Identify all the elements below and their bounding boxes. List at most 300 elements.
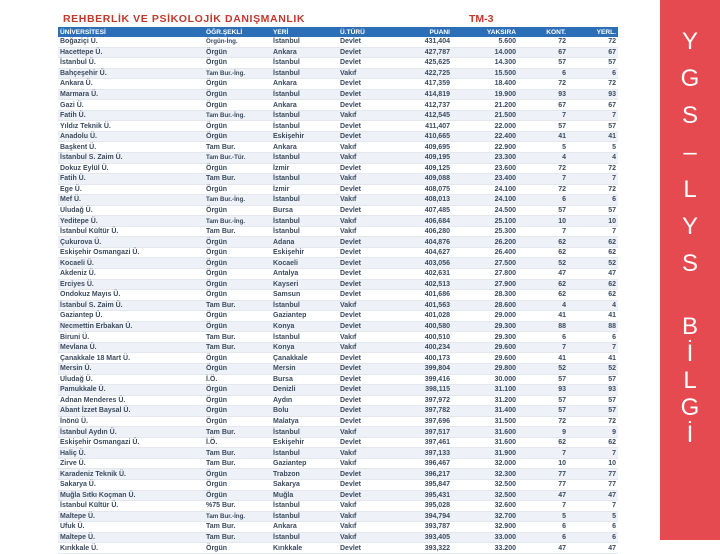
type-cell: Vakıf: [338, 342, 390, 353]
table-row: [58, 47, 618, 58]
quota-cell: 62: [518, 290, 568, 301]
quota-cell: 7: [518, 448, 568, 459]
table-row: [58, 216, 618, 227]
placed-cell: 72: [568, 79, 618, 90]
university-cell: Sakarya Ü.: [58, 479, 204, 490]
university-cell: Yıldız Teknik Ü.: [58, 121, 204, 132]
education-type-cell: Tam Bur.-İng.: [204, 195, 271, 206]
type-cell: Vakıf: [338, 68, 390, 79]
score-cell: 409,125: [390, 163, 452, 174]
placed-cell: 72: [568, 37, 618, 47]
quota-cell: 72: [518, 37, 568, 47]
education-type-cell: Tam Bur.: [204, 300, 271, 311]
table-row: [58, 363, 618, 374]
city-cell: İstanbul: [271, 448, 338, 459]
column-header: YERL.: [568, 27, 618, 37]
city-cell: İstanbul: [271, 501, 338, 512]
score-cell: 400,510: [390, 332, 452, 343]
type-cell: Devlet: [338, 258, 390, 269]
education-type-cell: Tam Bur.: [204, 174, 271, 185]
university-cell: Çanakkale 18 Mart Ü.: [58, 353, 204, 364]
score-cell: 396,467: [390, 458, 452, 469]
education-type-cell: Tam Bur.-İng.: [204, 110, 271, 121]
placed-cell: 67: [568, 100, 618, 111]
type-cell: Devlet: [338, 100, 390, 111]
placed-cell: 41: [568, 131, 618, 142]
table-row: [58, 237, 618, 248]
city-cell: Ankara: [271, 47, 338, 58]
quota-cell: 88: [518, 321, 568, 332]
table-row: [58, 332, 618, 343]
placed-cell: 52: [568, 363, 618, 374]
type-cell: Vakıf: [338, 448, 390, 459]
table-row: [58, 342, 618, 353]
table-row: [58, 37, 618, 47]
table-row: [58, 121, 618, 132]
placed-cell: 62: [568, 237, 618, 248]
rank-cell: 30.000: [452, 374, 518, 385]
city-cell: Ankara: [271, 79, 338, 90]
rank-cell: 25.100: [452, 216, 518, 227]
education-type-cell: Tam Bur.: [204, 458, 271, 469]
sidebar-letter: Y: [681, 28, 698, 55]
quota-cell: 72: [518, 184, 568, 195]
city-cell: Ankara: [271, 142, 338, 153]
quota-cell: 41: [518, 131, 568, 142]
score-cell: 417,359: [390, 79, 452, 90]
quota-cell: 57: [518, 395, 568, 406]
sidebar-letter: G: [680, 65, 700, 92]
placed-cell: 62: [568, 279, 618, 290]
rank-cell: 32.700: [452, 511, 518, 522]
education-type-cell: Örgün: [204, 237, 271, 248]
score-cell: 412,545: [390, 110, 452, 121]
rank-cell: 26.400: [452, 247, 518, 258]
quota-cell: 52: [518, 258, 568, 269]
rank-cell: 28.300: [452, 290, 518, 301]
city-cell: Aydın: [271, 395, 338, 406]
type-cell: Devlet: [338, 47, 390, 58]
quota-cell: 62: [518, 247, 568, 258]
score-cell: 408,075: [390, 184, 452, 195]
placed-cell: 93: [568, 385, 618, 396]
education-type-cell: İ.Ö.: [204, 374, 271, 385]
column-header: PUANI: [390, 27, 452, 37]
type-cell: Devlet: [338, 385, 390, 396]
placed-cell: 52: [568, 258, 618, 269]
score-cell: 427,787: [390, 47, 452, 58]
city-cell: İstanbul: [271, 174, 338, 185]
education-type-cell: Tam Bur.: [204, 427, 271, 438]
education-type-cell: Örgün: [204, 58, 271, 69]
quota-cell: 6: [518, 332, 568, 343]
rank-cell: 31.400: [452, 406, 518, 417]
quota-cell: 41: [518, 311, 568, 322]
rank-cell: 22.900: [452, 142, 518, 153]
city-cell: İstanbul: [271, 153, 338, 164]
table-row: [58, 68, 618, 79]
score-cell: 397,133: [390, 448, 452, 459]
type-cell: Devlet: [338, 121, 390, 132]
city-cell: İzmir: [271, 184, 338, 195]
university-cell: Haliç Ü.: [58, 448, 204, 459]
quota-cell: 5: [518, 511, 568, 522]
education-type-cell: Örgün: [204, 469, 271, 480]
university-cell: İstanbul Ü.: [58, 58, 204, 69]
type-cell: Devlet: [338, 311, 390, 322]
university-cell: Kocaeli Ü.: [58, 258, 204, 269]
placed-cell: 77: [568, 479, 618, 490]
type-cell: Devlet: [338, 205, 390, 216]
quota-cell: 5: [518, 142, 568, 153]
placed-cell: 57: [568, 406, 618, 417]
column-header: YAKSIRA: [452, 27, 518, 37]
score-cell: 401,028: [390, 311, 452, 322]
education-type-cell: Tam Bur.-İng.: [204, 216, 271, 227]
placed-cell: 9: [568, 427, 618, 438]
score-cell: 396,217: [390, 469, 452, 480]
sidebar-letter: S: [681, 250, 698, 277]
university-cell: Ankara Ü.: [58, 79, 204, 90]
university-cell: Yeditepe Ü.: [58, 216, 204, 227]
quota-cell: 47: [518, 269, 568, 280]
rank-cell: 29.300: [452, 332, 518, 343]
table-row: [58, 353, 618, 364]
placed-cell: 41: [568, 353, 618, 364]
university-cell: Pamukkale Ü.: [58, 385, 204, 396]
score-cell: 400,234: [390, 342, 452, 353]
university-cell: Biruni Ü.: [58, 332, 204, 343]
table-row: [58, 532, 618, 543]
education-type-cell: Örgün: [204, 416, 271, 427]
type-cell: Devlet: [338, 184, 390, 195]
rank-cell: 23.300: [452, 153, 518, 164]
placed-cell: 10: [568, 458, 618, 469]
placed-cell: 72: [568, 184, 618, 195]
type-cell: Devlet: [338, 490, 390, 501]
city-cell: Eskişehir: [271, 247, 338, 258]
education-type-cell: Tam Bur.: [204, 532, 271, 543]
sidebar-letter: Y: [681, 213, 698, 240]
type-cell: Vakıf: [338, 511, 390, 522]
city-cell: Kırıkkale: [271, 543, 338, 554]
education-type-cell: Örgün: [204, 290, 271, 301]
city-cell: İstanbul: [271, 511, 338, 522]
quota-cell: 6: [518, 195, 568, 206]
quota-cell: 62: [518, 279, 568, 290]
type-cell: Vakıf: [338, 332, 390, 343]
type-cell: Devlet: [338, 479, 390, 490]
city-cell: İstanbul: [271, 195, 338, 206]
table-row: [58, 511, 618, 522]
university-cell: İstanbul S. Zaim Ü.: [58, 300, 204, 311]
quota-cell: 9: [518, 427, 568, 438]
placed-cell: 10: [568, 216, 618, 227]
placed-cell: 57: [568, 58, 618, 69]
rank-cell: 32.900: [452, 522, 518, 533]
placed-cell: 7: [568, 501, 618, 512]
quota-cell: 57: [518, 121, 568, 132]
score-cell: 403,056: [390, 258, 452, 269]
type-cell: Devlet: [338, 374, 390, 385]
table-row: [58, 205, 618, 216]
score-cell: 406,684: [390, 216, 452, 227]
university-cell: İstanbul S. Zaim Ü.: [58, 153, 204, 164]
rank-cell: 5.600: [452, 37, 518, 47]
table-row: [58, 163, 618, 174]
university-cell: Zirve Ü.: [58, 458, 204, 469]
university-cell: Maltepe Ü.: [58, 511, 204, 522]
university-cell: Adnan Menderes Ü.: [58, 395, 204, 406]
rank-cell: 27.900: [452, 279, 518, 290]
university-cell: Eskişehir Osmangazi Ü.: [58, 437, 204, 448]
education-type-cell: Örgün: [204, 395, 271, 406]
education-type-cell: Örgün: [204, 163, 271, 174]
type-cell: Devlet: [338, 437, 390, 448]
rank-cell: 25.300: [452, 226, 518, 237]
column-header: ÖĞR.ŞEKLİ: [204, 27, 271, 37]
education-type-cell: Tam Bur.: [204, 448, 271, 459]
sidebar-letter: İ: [686, 340, 694, 367]
university-cell: Mersin Ü.: [58, 363, 204, 374]
table-row: [58, 269, 618, 280]
type-cell: Vakıf: [338, 142, 390, 153]
education-type-cell: Tam Bur.: [204, 142, 271, 153]
table-body: [58, 37, 618, 553]
university-cell: Karadeniz Teknik Ü.: [58, 469, 204, 480]
placed-cell: 57: [568, 121, 618, 132]
placed-cell: 47: [568, 269, 618, 280]
type-cell: Devlet: [338, 416, 390, 427]
score-cell: 406,280: [390, 226, 452, 237]
type-cell: Devlet: [338, 237, 390, 248]
education-type-cell: Örgün: [204, 89, 271, 100]
score-cell: 395,847: [390, 479, 452, 490]
table-row: [58, 100, 618, 111]
university-cell: Başkent Ü.: [58, 142, 204, 153]
education-type-cell: Örgün: [204, 121, 271, 132]
university-cell: Erciyes Ü.: [58, 279, 204, 290]
quota-cell: 41: [518, 353, 568, 364]
city-cell: Bolu: [271, 406, 338, 417]
score-cell: 409,695: [390, 142, 452, 153]
table-row: [58, 448, 618, 459]
score-cell: 395,028: [390, 501, 452, 512]
quota-cell: 4: [518, 300, 568, 311]
table-row: [58, 427, 618, 438]
rank-cell: 28.600: [452, 300, 518, 311]
city-cell: İstanbul: [271, 110, 338, 121]
type-cell: Devlet: [338, 131, 390, 142]
column-header: KONT.: [518, 27, 568, 37]
rank-cell: 23.400: [452, 174, 518, 185]
university-cell: Abant İzzet Baysal Ü.: [58, 406, 204, 417]
score-cell: 402,513: [390, 279, 452, 290]
table-row: [58, 385, 618, 396]
education-type-cell: Örgün: [204, 205, 271, 216]
quota-cell: 72: [518, 79, 568, 90]
type-cell: Vakıf: [338, 532, 390, 543]
education-type-cell: Örgün: [204, 479, 271, 490]
education-type-cell: Tam Bur.-İng.: [204, 511, 271, 522]
score-cell: 398,115: [390, 385, 452, 396]
university-cell: Hacettepe Ü.: [58, 47, 204, 58]
type-cell: Devlet: [338, 395, 390, 406]
education-type-cell: Örgün: [204, 269, 271, 280]
placed-cell: 5: [568, 511, 618, 522]
city-cell: Muğla: [271, 490, 338, 501]
rank-cell: 31.600: [452, 427, 518, 438]
table-row: [58, 58, 618, 69]
education-type-cell: Örgün: [204, 385, 271, 396]
table-row: [58, 479, 618, 490]
university-cell: Ondokuz Mayıs Ü.: [58, 290, 204, 301]
quota-cell: 10: [518, 458, 568, 469]
city-cell: Mersin: [271, 363, 338, 374]
score-cell: 394,794: [390, 511, 452, 522]
university-cell: Necmettin Erbakan Ü.: [58, 321, 204, 332]
placed-cell: 5: [568, 142, 618, 153]
city-cell: Kayseri: [271, 279, 338, 290]
education-type-cell: İ.Ö.: [204, 437, 271, 448]
education-type-cell: Tam Bur.: [204, 226, 271, 237]
placed-cell: 41: [568, 311, 618, 322]
table-row: [58, 184, 618, 195]
score-cell: 399,804: [390, 363, 452, 374]
rank-cell: 31.500: [452, 416, 518, 427]
placed-cell: 6: [568, 195, 618, 206]
table-row: [58, 458, 618, 469]
rank-cell: 14.300: [452, 58, 518, 69]
city-cell: Konya: [271, 342, 338, 353]
sidebar-letter: S: [681, 102, 698, 129]
rank-cell: 24.100: [452, 195, 518, 206]
score-cell: 395,431: [390, 490, 452, 501]
university-cell: Uludağ Ü.: [58, 205, 204, 216]
rank-cell: 32.300: [452, 469, 518, 480]
placed-cell: 6: [568, 522, 618, 533]
rank-cell: 18.400: [452, 79, 518, 90]
university-cell: Marmara Ü.: [58, 89, 204, 100]
city-cell: İstanbul: [271, 121, 338, 132]
column-header: YERİ: [271, 27, 338, 37]
sidebar-letter: İ: [686, 421, 694, 448]
type-cell: Devlet: [338, 279, 390, 290]
sidebar-letter: L: [683, 367, 697, 394]
type-cell: Vakıf: [338, 427, 390, 438]
rank-cell: 22.400: [452, 131, 518, 142]
city-cell: Sakarya: [271, 479, 338, 490]
quota-cell: 67: [518, 47, 568, 58]
university-cell: İnönü Ü.: [58, 416, 204, 427]
table-row: [58, 89, 618, 100]
table-row: [58, 290, 618, 301]
city-cell: İstanbul: [271, 226, 338, 237]
type-cell: Devlet: [338, 290, 390, 301]
type-cell: Vakıf: [338, 174, 390, 185]
score-cell: 422,725: [390, 68, 452, 79]
quota-cell: 72: [518, 416, 568, 427]
score-cell: 404,876: [390, 237, 452, 248]
city-cell: İzmir: [271, 163, 338, 174]
quota-cell: 57: [518, 406, 568, 417]
placed-cell: 7: [568, 110, 618, 121]
table-row: [58, 174, 618, 185]
quota-cell: 47: [518, 490, 568, 501]
quota-cell: 62: [518, 237, 568, 248]
city-cell: Bursa: [271, 374, 338, 385]
type-cell: Vakıf: [338, 300, 390, 311]
score-cell: 410,665: [390, 131, 452, 142]
table-row: [58, 321, 618, 332]
city-cell: İstanbul: [271, 532, 338, 543]
table-row: [58, 311, 618, 322]
university-cell: Mef Ü.: [58, 195, 204, 206]
sidebar-letter: B: [681, 313, 698, 340]
placed-cell: 7: [568, 448, 618, 459]
table-row: [58, 153, 618, 164]
city-cell: Bursa: [271, 205, 338, 216]
rank-cell: 29.600: [452, 353, 518, 364]
quota-cell: 6: [518, 68, 568, 79]
city-cell: İstanbul: [271, 68, 338, 79]
table-row: [58, 406, 618, 417]
placed-cell: 47: [568, 490, 618, 501]
score-cell: 412,737: [390, 100, 452, 111]
quota-cell: 77: [518, 479, 568, 490]
quota-cell: 52: [518, 363, 568, 374]
rank-cell: 21.500: [452, 110, 518, 121]
university-cell: Gaziantep Ü.: [58, 311, 204, 322]
score-cell: 411,407: [390, 121, 452, 132]
placed-cell: 88: [568, 321, 618, 332]
university-cell: İstanbul Kültür Ü.: [58, 226, 204, 237]
placed-cell: 47: [568, 543, 618, 554]
placed-cell: 57: [568, 374, 618, 385]
table-row: [58, 79, 618, 90]
city-cell: Gaziantep: [271, 458, 338, 469]
quota-cell: 72: [518, 163, 568, 174]
university-cell: İstanbul Aydın Ü.: [58, 427, 204, 438]
score-cell: 431,404: [390, 37, 452, 47]
table-row: [58, 416, 618, 427]
city-cell: İstanbul: [271, 427, 338, 438]
education-type-cell: Örgün: [204, 406, 271, 417]
university-cell: Ufuk Ü.: [58, 522, 204, 533]
quota-cell: 7: [518, 226, 568, 237]
rank-cell: 32.000: [452, 458, 518, 469]
university-cell: Bahçeşehir Ü.: [58, 68, 204, 79]
quota-cell: 77: [518, 469, 568, 480]
university-cell: Mevlana Ü.: [58, 342, 204, 353]
ranking-table: [58, 27, 618, 554]
education-type-cell: Örgün: [204, 311, 271, 322]
score-cell: 407,485: [390, 205, 452, 216]
score-cell: 425,625: [390, 58, 452, 69]
city-cell: İstanbul: [271, 58, 338, 69]
education-type-cell: Örgün: [204, 79, 271, 90]
university-cell: Çukurova Ü.: [58, 237, 204, 248]
education-type-cell: Örgün: [204, 353, 271, 364]
quota-cell: 6: [518, 532, 568, 543]
score-cell: 397,696: [390, 416, 452, 427]
type-cell: Devlet: [338, 353, 390, 364]
placed-cell: 62: [568, 290, 618, 301]
column-header: ÜNİVERSİTESİ: [58, 27, 204, 37]
city-cell: Trabzon: [271, 469, 338, 480]
placed-cell: 62: [568, 247, 618, 258]
quota-cell: 47: [518, 543, 568, 554]
